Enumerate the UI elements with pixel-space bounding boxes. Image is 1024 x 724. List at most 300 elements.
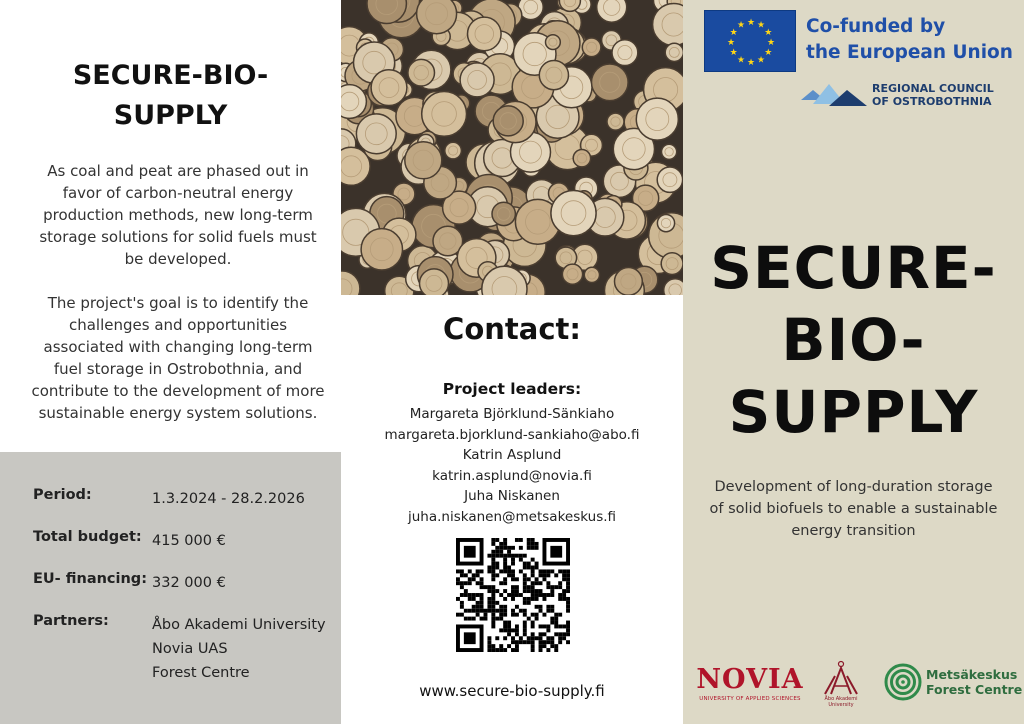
budget-label: Total budget: — [33, 529, 142, 545]
qr-module — [460, 613, 464, 617]
qr-module — [554, 632, 558, 636]
qr-module — [487, 601, 491, 605]
qr-module — [539, 569, 543, 573]
qr-module — [535, 636, 539, 640]
qr-module — [507, 550, 511, 554]
qr-module — [503, 581, 507, 585]
qr-module — [503, 605, 507, 609]
qr-module — [491, 554, 495, 558]
qr-module — [460, 601, 464, 605]
qr-module — [550, 546, 562, 558]
qr-module — [499, 581, 503, 585]
qr-module — [527, 617, 531, 621]
qr-module — [515, 632, 519, 636]
qr-module — [511, 609, 515, 613]
qr-module — [495, 566, 499, 570]
qr-module — [507, 554, 511, 558]
qr-module — [480, 601, 484, 605]
qr-module — [484, 609, 488, 613]
qr-module — [507, 593, 511, 597]
qr-module — [531, 538, 535, 542]
website-link[interactable]: www.secure-bio-supply.fi — [419, 682, 605, 700]
qr-module — [523, 601, 527, 605]
qr-module — [503, 538, 507, 542]
eu-financing-label: EU- financing: — [33, 571, 147, 587]
right-panel — [683, 0, 1024, 724]
qr-module — [523, 581, 527, 585]
qr-module — [472, 617, 476, 621]
eu-star-icon: ★ — [729, 28, 738, 38]
qr-module — [491, 621, 495, 625]
qr-module — [523, 585, 527, 589]
log-end — [408, 59, 435, 86]
budget-value: 415 000 € — [152, 533, 226, 549]
qr-module — [562, 589, 566, 593]
qr-module — [566, 601, 570, 605]
qr-module — [495, 609, 499, 613]
eu-line-2: the European Union — [806, 42, 1013, 63]
qr-module — [535, 562, 539, 566]
qr-module — [566, 640, 570, 644]
qr-module — [480, 609, 484, 613]
qr-module — [511, 636, 515, 640]
qr-module — [503, 566, 507, 570]
qr-module — [527, 597, 531, 601]
qr-module — [539, 593, 543, 597]
qr-module — [476, 581, 480, 585]
project-subtitle: Development of long-duration storage of solid biofuels to enable a sustainable energy transition — [709, 479, 998, 539]
partners-label: Partners: — [33, 613, 109, 629]
qr-module — [487, 644, 491, 648]
qr-module — [476, 569, 480, 573]
log-end — [493, 106, 523, 136]
log-end — [468, 17, 502, 51]
qr-module — [554, 644, 558, 648]
qr-module — [491, 569, 495, 573]
qr-module — [523, 613, 527, 617]
qr-module — [464, 581, 468, 585]
log-end — [405, 142, 442, 179]
qr-module — [550, 636, 554, 640]
qr-module — [523, 566, 527, 570]
eu-star-icon: ★ — [746, 58, 756, 68]
qr-module — [546, 640, 550, 644]
qr-module — [519, 558, 523, 562]
logs-illustration — [341, 0, 683, 295]
qr-module — [468, 597, 472, 601]
qr-module — [499, 593, 503, 597]
eu-star-icon: ★ — [764, 48, 773, 58]
qr-module — [503, 609, 507, 613]
qr-module — [531, 597, 535, 601]
qr-module — [550, 605, 554, 609]
qr-module — [558, 581, 562, 585]
qr-module — [554, 648, 558, 652]
log-end — [341, 85, 366, 119]
qr-module — [507, 566, 511, 570]
qr-module — [499, 628, 503, 632]
qr-module — [491, 550, 495, 554]
qr-module — [531, 593, 535, 597]
qr-module — [527, 542, 531, 546]
log-end — [460, 63, 494, 97]
qr-module — [539, 581, 543, 585]
metsakeskus-rings-icon — [884, 663, 922, 701]
qr-module — [487, 640, 491, 644]
qr-module — [480, 597, 484, 601]
qr-module — [472, 597, 476, 601]
qr-module — [539, 573, 543, 577]
qr-module — [558, 640, 562, 644]
qr-module — [531, 569, 535, 573]
abo-akademi-emblem-icon — [819, 660, 863, 696]
qr-module — [460, 569, 464, 573]
qr-module — [542, 573, 546, 577]
qr-module — [558, 569, 562, 573]
qr-module — [495, 554, 499, 558]
qr-module — [539, 648, 543, 652]
qr-module — [527, 566, 531, 570]
qr-module — [519, 640, 523, 644]
partner-item: Åbo Akademi University — [152, 617, 326, 633]
qr-module — [507, 628, 511, 632]
period-value: 1.3.2024 - 28.2.2026 — [152, 491, 305, 507]
qr-module — [487, 597, 491, 601]
qr-module — [562, 593, 566, 597]
qr-module — [531, 566, 535, 570]
qr-module — [503, 613, 507, 617]
log-end — [356, 114, 396, 154]
qr-module — [484, 585, 488, 589]
qr-module — [499, 542, 503, 546]
qr-module — [554, 624, 558, 628]
qr-module — [519, 569, 523, 573]
qr-module — [519, 609, 523, 613]
qr-module — [468, 577, 472, 581]
qr-module — [546, 609, 550, 613]
log-end — [615, 268, 643, 296]
qr-code-icon[interactable] — [456, 538, 570, 652]
qr-module — [566, 577, 570, 581]
regional-council-logo-icon — [799, 78, 869, 112]
qr-module — [527, 640, 531, 644]
qr-module — [539, 636, 543, 640]
qr-module — [503, 636, 507, 640]
log-end — [539, 61, 568, 90]
qr-module — [487, 589, 491, 593]
qr-module — [495, 636, 499, 640]
partner-item: Novia UAS — [152, 641, 228, 657]
qr-module — [503, 624, 507, 628]
qr-module — [531, 648, 535, 652]
qr-module — [503, 546, 507, 550]
description-paragraph-2: The project's goal is to identify the challenges and opportunities associated with changing long-term fuel storage in Ostrobothnia, and contribute to the development of more sustainable energy system solutions. — [31, 294, 325, 422]
qr-module — [550, 640, 554, 644]
partner-item: Forest Centre — [152, 665, 250, 681]
qr-module — [499, 554, 503, 558]
qr-module — [531, 624, 535, 628]
qr-module — [523, 628, 527, 632]
qr-module — [566, 569, 570, 573]
log-end — [636, 98, 678, 140]
qr-module — [531, 542, 535, 546]
qr-module — [480, 617, 484, 621]
qr-module — [515, 628, 519, 632]
qr-module — [550, 609, 554, 613]
main-title — [683, 232, 1024, 448]
qr-module — [511, 569, 515, 573]
qr-module — [562, 632, 566, 636]
log-end — [657, 167, 682, 192]
qr-module — [546, 628, 550, 632]
log-end — [665, 43, 683, 61]
qr-module — [487, 609, 491, 613]
qr-module — [515, 644, 519, 648]
log-end — [422, 92, 467, 137]
qr-module — [476, 609, 480, 613]
qr-module — [511, 554, 515, 558]
qr-module — [519, 636, 523, 640]
qr-module — [523, 577, 527, 581]
qr-module — [503, 621, 507, 625]
log-end — [417, 0, 457, 34]
qr-module — [511, 562, 515, 566]
qr-module — [535, 566, 539, 570]
qr-module — [476, 613, 480, 617]
qr-module — [484, 617, 488, 621]
qr-module — [495, 550, 499, 554]
qr-module — [499, 569, 503, 573]
qr-module — [523, 573, 527, 577]
qr-module — [550, 593, 554, 597]
qr-module — [499, 609, 503, 613]
qr-module — [566, 605, 570, 609]
qr-module — [456, 613, 460, 617]
log-end — [584, 267, 599, 282]
description-paragraph-1: As coal and peat are phased out in favor of carbon-neutral energy production methods, new long-term storage solutions for solid fuels must be developed. — [39, 162, 317, 268]
qr-module — [499, 644, 503, 648]
mk-line-2: Forest Centre — [926, 682, 1023, 697]
qr-module — [456, 577, 460, 581]
qr-module — [507, 621, 511, 625]
qr-module — [503, 589, 507, 593]
qr-module — [503, 562, 507, 566]
qr-module — [542, 593, 546, 597]
eu-star-icon: ★ — [726, 38, 736, 48]
eu-star-icon: ★ — [766, 38, 776, 48]
qr-module — [515, 585, 519, 589]
qr-module — [495, 538, 499, 542]
eu-star-icon: ★ — [736, 55, 746, 66]
qr-module — [542, 577, 546, 581]
qr-module — [542, 632, 546, 636]
qr-module — [491, 566, 495, 570]
leader-name: Katrin Asplund — [462, 447, 562, 463]
qr-module — [511, 585, 515, 589]
qr-module — [566, 624, 570, 628]
qr-module — [554, 585, 558, 589]
qr-module — [558, 624, 562, 628]
qr-module — [503, 558, 507, 562]
abo-akademi-logo — [819, 660, 863, 716]
qr-module — [491, 613, 495, 617]
qr-module — [495, 601, 499, 605]
qr-module — [472, 593, 476, 597]
abo-line-2: University — [828, 702, 854, 708]
leader-email-link[interactable]: katrin.asplund@novia.fi — [432, 467, 592, 484]
qr-module — [499, 546, 503, 550]
qr-module — [491, 624, 495, 628]
qr-module — [476, 593, 480, 597]
qr-module — [511, 558, 515, 562]
qr-module — [527, 585, 531, 589]
qr-module — [542, 624, 546, 628]
qr-module — [472, 577, 476, 581]
qr-module — [495, 546, 499, 550]
qr-module — [476, 573, 480, 577]
qr-module — [523, 609, 527, 613]
qr-module — [491, 585, 495, 589]
qr-module — [531, 546, 535, 550]
qr-module — [464, 546, 476, 558]
qr-module — [480, 577, 484, 581]
qr-module — [535, 577, 539, 581]
log-end — [607, 113, 624, 130]
qr-module — [468, 609, 472, 613]
qr-module — [511, 597, 515, 601]
qr-module — [491, 605, 495, 609]
qr-module — [511, 577, 515, 581]
qr-module — [515, 554, 519, 558]
qr-module — [511, 640, 515, 644]
qr-module — [546, 593, 550, 597]
qr-module — [542, 569, 546, 573]
qr-module — [531, 589, 535, 593]
qr-module — [495, 617, 499, 621]
qr-module — [495, 648, 499, 652]
qr-module — [511, 628, 515, 632]
qr-module — [550, 589, 554, 593]
qr-module — [507, 546, 511, 550]
qr-module — [535, 617, 539, 621]
qr-module — [558, 613, 562, 617]
qr-module — [503, 569, 507, 573]
qr-module — [464, 593, 468, 597]
qr-module — [523, 562, 527, 566]
qr-module — [515, 538, 519, 542]
main-title-line-3: SUPPLY — [728, 378, 979, 446]
qr-module — [503, 542, 507, 546]
qr-module — [523, 632, 527, 636]
qr-module — [468, 581, 472, 585]
qr-module — [472, 605, 476, 609]
qr-module — [550, 585, 554, 589]
metsakeskus-text — [926, 667, 1022, 697]
qr-module — [503, 577, 507, 581]
period-label: Period: — [33, 487, 92, 503]
log-end — [597, 0, 627, 22]
main-title-line-1: SECURE- — [710, 234, 997, 302]
qr-module — [531, 640, 535, 644]
qr-module — [550, 644, 554, 648]
novia-wordmark: NOVIA — [696, 664, 804, 695]
eu-star-icon: ★ — [746, 18, 756, 28]
qr-module — [491, 573, 495, 577]
log-end — [592, 64, 629, 101]
qr-module — [535, 589, 539, 593]
qr-module — [542, 597, 546, 601]
qr-module — [464, 573, 468, 577]
qr-module — [491, 648, 495, 652]
eu-cofunded-text — [806, 14, 1013, 66]
qr-module — [515, 589, 519, 593]
qr-module — [539, 609, 543, 613]
qr-module — [472, 573, 476, 577]
qr-module — [558, 636, 562, 640]
qr-module — [460, 605, 464, 609]
qr-module — [539, 644, 543, 648]
qr-module — [566, 632, 570, 636]
qr-module — [503, 554, 507, 558]
qr-module — [542, 613, 546, 617]
qr-module — [487, 569, 491, 573]
qr-module — [511, 593, 515, 597]
qr-module — [531, 636, 535, 640]
qr-module — [468, 593, 472, 597]
qr-module — [515, 605, 519, 609]
qr-module — [527, 546, 531, 550]
qr-module — [515, 593, 519, 597]
qr-module — [531, 581, 535, 585]
qr-module — [527, 601, 531, 605]
qr-module — [480, 605, 484, 609]
qr-module — [546, 573, 550, 577]
abo-akademi-text — [813, 696, 869, 708]
qr-module — [566, 581, 570, 585]
eu-flag-icon — [704, 10, 796, 72]
qr-module — [539, 605, 543, 609]
rc-line-1: REGIONAL COUNCIL — [872, 82, 994, 95]
qr-module — [491, 601, 495, 605]
qr-module — [523, 554, 527, 558]
qr-module — [460, 593, 464, 597]
eu-star-icon: ★ — [736, 20, 746, 31]
qr-module — [523, 597, 527, 601]
qr-module — [464, 632, 476, 644]
qr-module — [554, 573, 558, 577]
qr-module — [566, 597, 570, 601]
leader-email-link[interactable]: juha.niskanen@metsakeskus.fi — [407, 508, 617, 525]
qr-module — [558, 597, 562, 601]
leader-email-link[interactable]: margareta.bjorklund-sankiaho@abo.fi — [384, 426, 640, 443]
qr-module — [542, 640, 546, 644]
qr-module — [487, 566, 491, 570]
qr-module — [527, 589, 531, 593]
mk-line-1: Metsäkeskus — [926, 667, 1018, 682]
qr-module — [535, 581, 539, 585]
qr-module — [491, 538, 495, 542]
qr-module — [546, 585, 550, 589]
leader-name: Margareta Björklund-Sänkiaho — [409, 406, 615, 422]
qr-module — [562, 624, 566, 628]
qr-module — [558, 585, 562, 589]
novia-logo — [695, 664, 805, 704]
qr-module — [499, 605, 503, 609]
qr-module — [480, 569, 484, 573]
qr-module — [523, 640, 527, 644]
qr-module — [464, 617, 468, 621]
qr-module — [499, 648, 503, 652]
